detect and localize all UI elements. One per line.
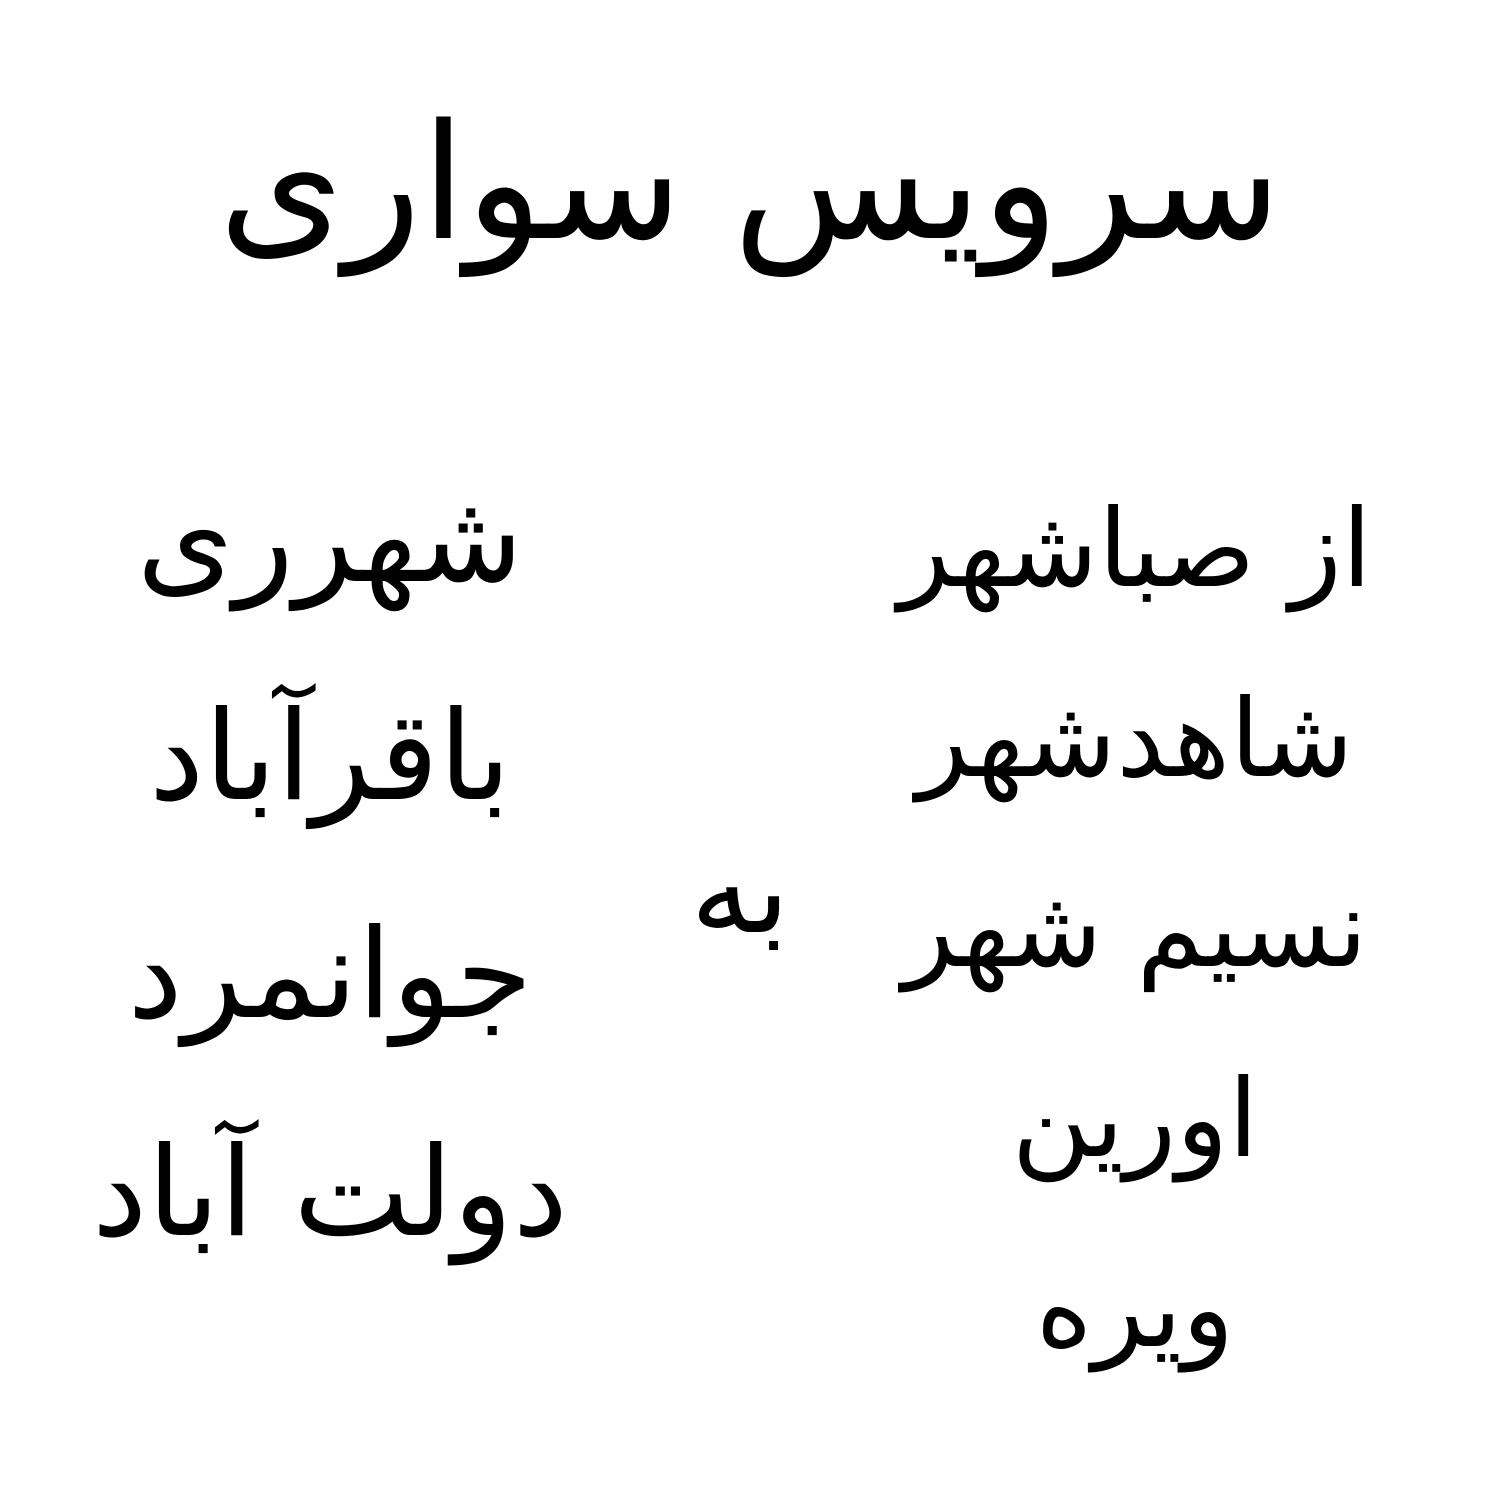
origin-city: شاهدشهر: [916, 677, 1354, 802]
origin-city: از صباشهر: [898, 487, 1372, 612]
poster-title: سرویس سواری: [218, 89, 1282, 276]
origin-city: ویره: [1035, 1247, 1235, 1372]
destination-city: جوانمرد: [127, 903, 533, 1047]
connector-word: به: [690, 819, 790, 961]
destination-city: باقرآباد: [149, 685, 511, 829]
destinations-column: [30, 430, 630, 1302]
destination-city: دولت آباد: [91, 1121, 569, 1265]
origins-column: [840, 455, 1430, 1405]
origin-city: اورین: [1011, 1057, 1259, 1182]
destination-city: شهرری: [136, 467, 524, 611]
origin-city: نسیم شهر: [902, 867, 1368, 992]
